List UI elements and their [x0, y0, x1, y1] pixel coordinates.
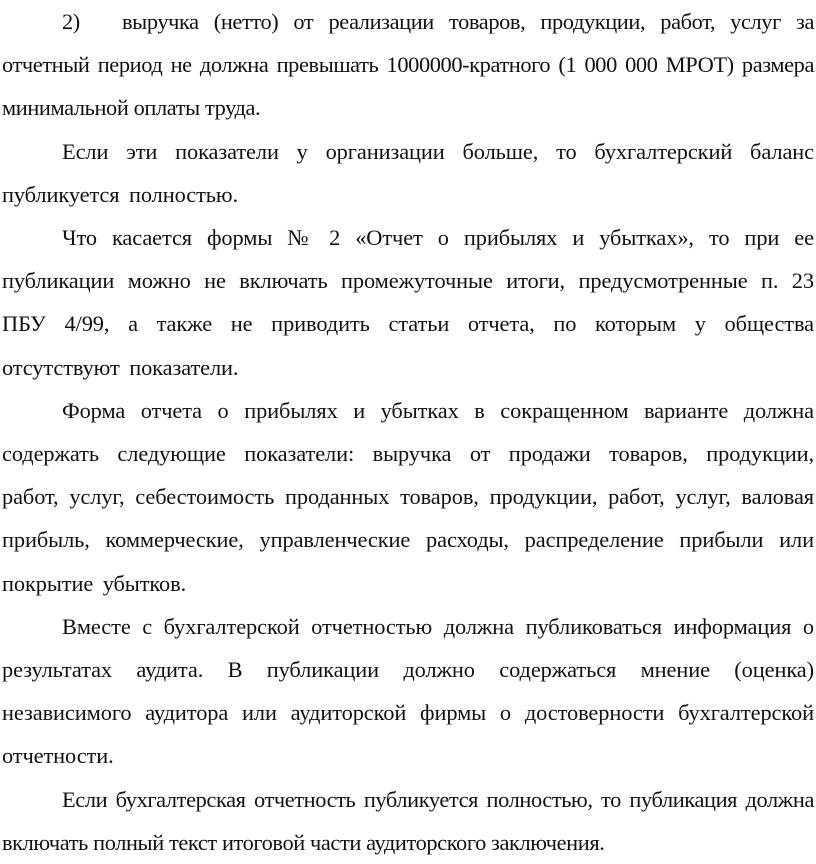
paragraph-balance-published: Если эти показатели у организации больше, то бухгалтерский баланс публикуется полностью. [2, 138, 814, 207]
paragraph-audit-conclusion: Если бухгалтерская отчетность публикуется полностью, то публикация должна включать полный текст итоговой части аудиторского заключения. [2, 786, 814, 855]
document-page [2, 0, 814, 864]
paragraph-form-2: Что касается формы № 2 «Отчет о прибылях и убытках», то при ее публикации можно не включать промежуточные итоги, предусмотренные п. 23 ПБУ 4/99, а также не приводить статьи отчета, по которым у общества отсутствуют показатели. [2, 225, 814, 380]
list-item-text: выручка (нетто) от реализации товаров, продукции, работ, услуг за отчетный период не должна превышать 1000000-кратного (1 000 000 МРОТ) размера минимальной оплаты труда. [2, 9, 814, 121]
list-item-2 [2, 0, 814, 130]
paragraph-short-form-indicators: Форма отчета о прибылях и убытках в сокращенном варианте должна содержать следующие показатели: выручка от продажи товаров, продукции, работ, услуг, себестоимость проданных товаров, продукции, работ, услуг, валовая прибыль, коммерческие, управленческие расходы, распределение прибыли или покрытие убытков. [2, 397, 814, 596]
paragraph-audit-info: Вместе с бухгалтерской отчетностью должна публиковаться информация о результатах аудита. В публикации должно содержаться мнение (оценка) независимого аудитора или аудиторской фирмы о достоверности бухгалтерской отчетности. [2, 613, 814, 769]
list-number: 2) [62, 9, 80, 34]
